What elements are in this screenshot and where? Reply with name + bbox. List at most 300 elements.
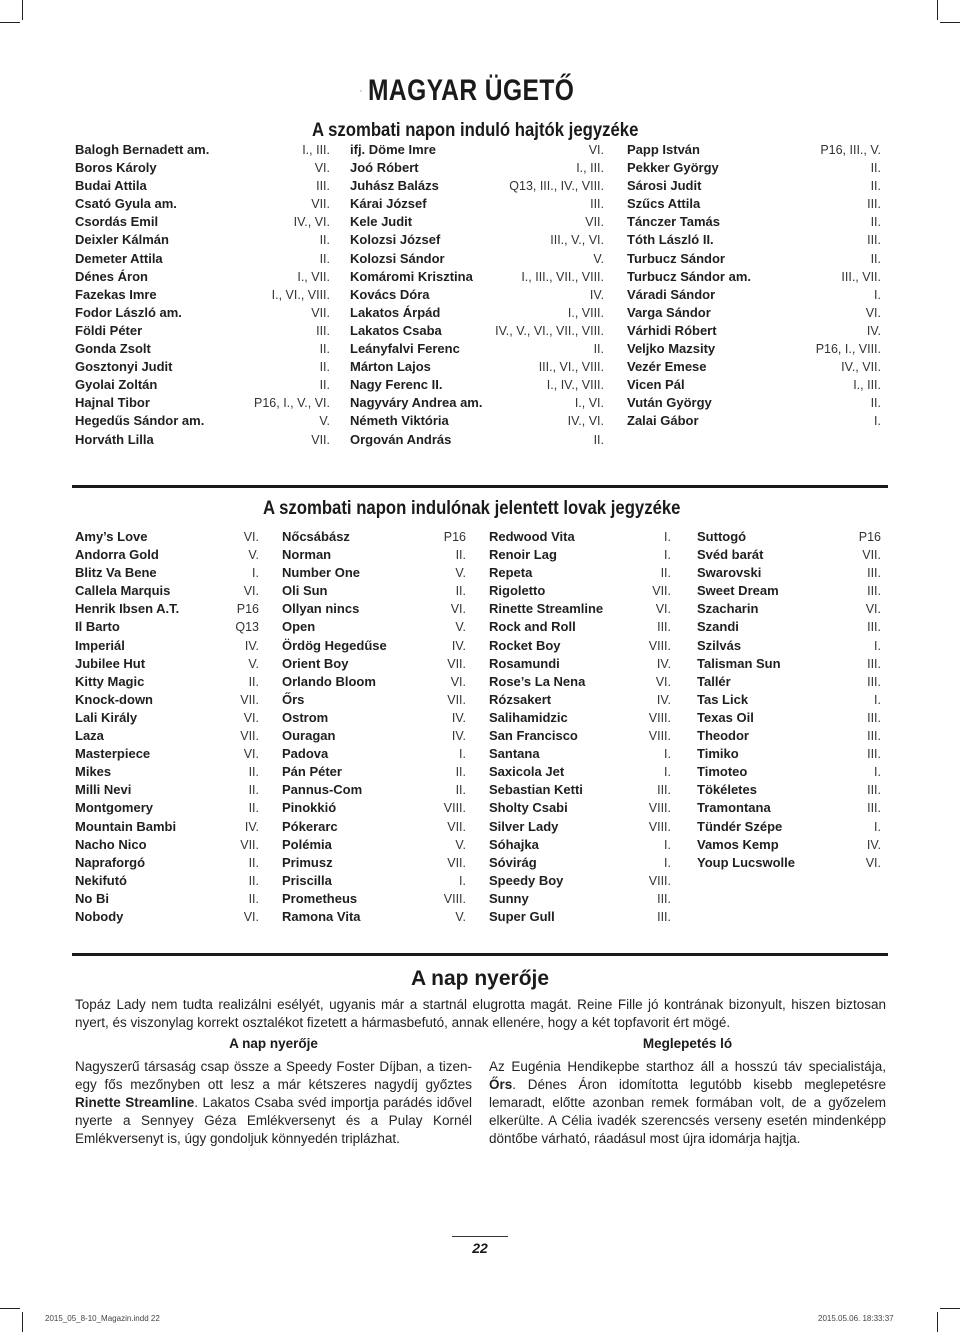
- entry-name: Saxicola Jet: [489, 764, 565, 780]
- list-item: [489, 854, 671, 872]
- list-item: [350, 195, 604, 213]
- entry-name: Montgomery: [75, 800, 153, 816]
- entry-name: Redwood Vita: [489, 529, 575, 544]
- entry-races: III.: [867, 783, 881, 798]
- entry-name: Youp Lucswolle: [697, 854, 795, 870]
- entry-races: III.: [657, 909, 671, 924]
- entry-name: Suttogó: [697, 529, 747, 544]
- entry-races: V.: [455, 837, 466, 852]
- entry-races: VIII.: [648, 638, 671, 653]
- list-item: [489, 836, 671, 854]
- entry-name: Swarovski: [697, 565, 762, 581]
- entry-races: V.: [593, 251, 604, 266]
- entry-name: Ramona Vita: [282, 908, 361, 924]
- list-item: [75, 709, 259, 727]
- entry-races: I., IV., VIII.: [546, 378, 604, 393]
- list-item: [627, 250, 881, 268]
- list-item: [282, 872, 466, 890]
- crop-mark: [940, 22, 960, 23]
- entry-races: VI.: [865, 602, 881, 617]
- list-item: [697, 528, 881, 546]
- horses-column-1: [75, 528, 259, 926]
- entry-races: II.: [248, 891, 259, 906]
- entry-name: Kitty Magic: [75, 673, 145, 689]
- list-item: [627, 213, 881, 231]
- entry-name: Zalai Gábor: [627, 413, 699, 429]
- entry-name: Lakatos Csaba: [350, 322, 442, 338]
- entry-races: VI.: [655, 602, 671, 617]
- entry-name: Fodor László am.: [75, 304, 182, 320]
- entry-races: III., VI., VIII.: [538, 360, 604, 375]
- entry-races: I.: [664, 548, 671, 563]
- entry-races: I.: [664, 530, 671, 544]
- list-item: [350, 250, 604, 268]
- list-item: [75, 268, 330, 286]
- entry-races: II.: [248, 873, 259, 888]
- entry-races: I., VI., VIII.: [271, 287, 330, 302]
- entry-races: II.: [870, 215, 881, 230]
- list-item: [75, 673, 259, 691]
- entry-races: VII.: [652, 584, 671, 599]
- entry-name: Sunny: [489, 890, 529, 906]
- left-paragraph-text-2: . Lakatos Csaba svéd importja parádés idővel nyerte a Sennyey Géza Emlékversenyt és a Pulay Kornél Emlékversenyt is, úgy gondoljuk könnyedén triplázhat.: [75, 1095, 472, 1146]
- entry-races: III.: [867, 710, 881, 725]
- entry-races: IV.: [451, 729, 466, 744]
- entry-name: San Francisco: [489, 728, 578, 744]
- entry-name: Pannus-Com: [282, 782, 363, 798]
- entry-name: Ollyan nincs: [282, 601, 360, 617]
- list-item: [75, 600, 259, 618]
- horses-column-3: [489, 528, 671, 926]
- crop-mark: [937, 0, 938, 20]
- list-item: [697, 691, 881, 709]
- list-item: [627, 412, 881, 430]
- list-item: [75, 691, 259, 709]
- entry-name: Joó Róbert: [350, 160, 419, 176]
- entry-name: Szilvás: [697, 637, 742, 653]
- entry-name: Number One: [282, 565, 361, 581]
- entry-races: II.: [870, 251, 881, 266]
- entry-name: Tökéletes: [697, 782, 757, 798]
- list-item: [282, 745, 466, 763]
- entry-name: Timoteo: [697, 764, 748, 780]
- crop-mark: [0, 1308, 20, 1309]
- entry-races: IV.: [656, 656, 671, 671]
- entry-races: VI.: [865, 305, 881, 320]
- entry-name: Komáromi Krisztina: [350, 268, 473, 284]
- list-item: [350, 213, 604, 231]
- entry-name: Tóth László II.: [627, 232, 714, 248]
- entry-races: II.: [319, 251, 330, 266]
- list-item: [350, 358, 604, 376]
- entry-name: Gyolai Zoltán: [75, 377, 158, 393]
- entry-name: Rose’s La Nena: [489, 673, 586, 689]
- entry-name: Földi Péter: [75, 322, 143, 338]
- entry-name: Sóhajka: [489, 836, 539, 852]
- entry-name: Kolozsi Sándor: [350, 250, 445, 266]
- entry-name: Pinokkió: [282, 800, 337, 816]
- entry-name: Szűcs Attila: [627, 196, 701, 212]
- entry-races: I., III., VII., VIII.: [521, 269, 604, 284]
- entry-name: Pekker György: [627, 160, 719, 176]
- entry-races: P16: [858, 530, 881, 544]
- entry-name: ifj. Döme Imre: [350, 142, 436, 157]
- entry-name: Norman: [282, 547, 332, 563]
- list-item: [75, 799, 259, 817]
- entry-name: Varga Sándor: [627, 304, 711, 320]
- list-item: [697, 546, 881, 564]
- left-paragraph-bold: Rinette Streamline: [75, 1095, 195, 1110]
- entry-races: V.: [248, 548, 259, 563]
- entry-races: VII.: [447, 656, 466, 671]
- list-item: [697, 564, 881, 582]
- entry-races: I.: [664, 765, 671, 780]
- entry-races: VII.: [862, 548, 881, 563]
- list-item: [75, 141, 330, 159]
- entry-races: II.: [248, 765, 259, 780]
- entry-name: Vamos Kemp: [697, 836, 779, 852]
- footer-timestamp: 2015.05.06. 18:33:37: [818, 1314, 894, 1323]
- entry-races: II.: [319, 378, 330, 393]
- entry-name: Leányfalvi Ferenc: [350, 341, 460, 357]
- entry-name: Dénes Áron: [75, 268, 148, 284]
- list-item: [75, 358, 330, 376]
- entry-name: Jubilee Hut: [75, 655, 146, 671]
- list-item: [282, 727, 466, 745]
- entry-name: Budai Attila: [75, 178, 147, 194]
- entry-name: Polémia: [282, 836, 332, 852]
- entry-name: Sholty Csabi: [489, 800, 568, 816]
- entry-races: IV., VII.: [841, 360, 881, 375]
- entry-races: IV.: [244, 638, 259, 653]
- right-paragraph-text-2: . Dénes Áron idomította legutóbb kisebb meglepetésre lemaradt, előtte azonban remek formában volt, de a győzelem elkerülte. A Célia ivadék szerencsés verseny esetén mindenképp döntőbe várható, ráadásul most újra idomárja hajtja.: [489, 1077, 886, 1146]
- entry-races: III.: [316, 179, 330, 194]
- list-item: [697, 763, 881, 781]
- entry-name: Tramontana: [697, 800, 771, 816]
- entry-races: P16, I., VIII.: [815, 342, 881, 357]
- entry-races: III.: [867, 729, 881, 744]
- list-item: [282, 799, 466, 817]
- entry-races: VII.: [585, 215, 604, 230]
- entry-races: I., VI.: [574, 396, 604, 411]
- entry-races: I.: [664, 837, 671, 852]
- entry-name: Mikes: [75, 764, 112, 780]
- entry-name: Veljko Mazsity: [627, 341, 716, 357]
- list-item: [489, 745, 671, 763]
- entry-name: Rinette Streamline: [489, 601, 604, 617]
- list-item: [282, 836, 466, 854]
- entry-races: III.: [316, 323, 330, 338]
- section-divider: [72, 953, 888, 956]
- list-item: [489, 818, 671, 836]
- section-divider: [72, 485, 888, 488]
- entry-races: V.: [455, 909, 466, 924]
- list-item: [75, 908, 259, 926]
- list-item: [350, 286, 604, 304]
- list-item: [350, 304, 604, 322]
- entry-races: III.: [867, 620, 881, 635]
- entry-name: Sebastian Ketti: [489, 782, 583, 798]
- list-item: [75, 195, 330, 213]
- entry-name: Márton Lajos: [350, 359, 431, 375]
- list-item: [627, 358, 881, 376]
- entry-name: Boros Károly: [75, 160, 157, 176]
- entry-name: Gonda Zsolt: [75, 341, 151, 357]
- trotting-horse-icon: [360, 76, 362, 106]
- entry-races: I.: [874, 638, 881, 653]
- entry-name: Gosztonyi Judit: [75, 359, 173, 375]
- entry-races: VI.: [243, 710, 259, 725]
- entry-races: II.: [248, 801, 259, 816]
- list-item: [282, 673, 466, 691]
- entry-name: Szandi: [697, 619, 739, 635]
- list-item: [282, 854, 466, 872]
- list-item: [489, 528, 671, 546]
- list-item: [697, 799, 881, 817]
- entry-races: VIII.: [648, 729, 671, 744]
- list-item: [350, 231, 604, 249]
- horses-column-4: [697, 528, 881, 872]
- entry-name: Amy’s Love: [75, 529, 148, 544]
- list-item: [350, 141, 604, 159]
- entry-name: Kolozsi József: [350, 232, 441, 248]
- list-item: [350, 340, 604, 358]
- entry-races: IV.: [866, 323, 881, 338]
- list-item: [75, 286, 330, 304]
- entry-name: Renoir Lag: [489, 547, 557, 563]
- entry-name: Tas Lick: [697, 691, 749, 707]
- entry-name: Orient Boy: [282, 655, 349, 671]
- entry-name: Nacho Nico: [75, 836, 147, 852]
- entry-name: Masterpiece: [75, 746, 151, 762]
- list-item: [627, 177, 881, 195]
- entry-races: II.: [455, 783, 466, 798]
- entry-name: Fazekas Imre: [75, 286, 157, 302]
- list-item: [75, 582, 259, 600]
- entry-races: III., VII.: [841, 269, 881, 284]
- entry-races: III.: [867, 584, 881, 599]
- list-item: [282, 546, 466, 564]
- list-item: [75, 618, 259, 636]
- list-item: [75, 376, 330, 394]
- entry-name: Kovács Dóra: [350, 286, 430, 302]
- list-item: [75, 745, 259, 763]
- list-item: [489, 799, 671, 817]
- list-item: [350, 376, 604, 394]
- list-item: [350, 268, 604, 286]
- list-item: [350, 177, 604, 195]
- entry-races: VI.: [450, 674, 466, 689]
- entry-name: Tündér Szépe: [697, 818, 783, 834]
- list-item: [75, 394, 330, 412]
- entry-name: Henrik Ibsen A.T.: [75, 601, 180, 617]
- list-item: [489, 763, 671, 781]
- entry-races: VII.: [240, 692, 259, 707]
- list-item: [350, 431, 604, 449]
- entry-races: Q13, III., IV., VIII.: [509, 179, 604, 194]
- list-item: [489, 618, 671, 636]
- list-item: [75, 412, 330, 430]
- entry-name: Milli Nevi: [75, 782, 132, 798]
- list-item: [489, 600, 671, 618]
- entry-name: Mountain Bambi: [75, 818, 177, 834]
- entry-races: VII.: [311, 305, 330, 320]
- entry-races: IV.: [244, 819, 259, 834]
- list-item: [75, 836, 259, 854]
- entry-races: VII.: [240, 837, 259, 852]
- entry-name: Andorra Gold: [75, 547, 159, 563]
- entry-races: Q13: [235, 620, 259, 635]
- entry-races: VIII.: [648, 819, 671, 834]
- entry-races: II.: [319, 342, 330, 357]
- list-item: [75, 637, 259, 655]
- entry-name: Texas Oil: [697, 709, 754, 725]
- entry-races: I.: [459, 747, 466, 762]
- entry-races: II.: [455, 548, 466, 563]
- entry-races: I.: [874, 287, 881, 302]
- list-item: [282, 890, 466, 908]
- entry-name: Ouragan: [282, 728, 336, 744]
- entry-name: Timiko: [697, 746, 739, 762]
- entry-name: Horváth Lilla: [75, 431, 154, 447]
- list-item: [489, 673, 671, 691]
- crop-mark: [22, 0, 23, 20]
- entry-races: VI.: [450, 602, 466, 617]
- list-item: [75, 655, 259, 673]
- list-item: [282, 818, 466, 836]
- entry-races: VI.: [243, 747, 259, 762]
- entry-name: Szacharin: [697, 601, 759, 617]
- entry-races: III.: [590, 197, 604, 212]
- list-item: [627, 394, 881, 412]
- entry-name: Hajnal Tibor: [75, 395, 150, 411]
- entry-name: Ördög Hegedűse: [282, 637, 387, 653]
- list-item: [697, 673, 881, 691]
- entry-name: Vután György: [627, 395, 712, 411]
- entry-name: Várhidi Róbert: [627, 322, 717, 338]
- entry-name: Santana: [489, 746, 540, 762]
- entry-races: I., III.: [302, 143, 330, 157]
- entry-name: Hegedűs Sándor am.: [75, 413, 205, 429]
- list-item: [489, 872, 671, 890]
- crop-mark: [0, 22, 20, 23]
- entry-name: Rózsakert: [489, 691, 552, 707]
- entry-races: III.: [867, 674, 881, 689]
- entry-races: III.: [867, 656, 881, 671]
- list-item: [489, 546, 671, 564]
- entry-name: Rigoletto: [489, 583, 546, 599]
- entry-name: Nagy Ferenc II.: [350, 377, 443, 393]
- entry-races: I.: [874, 765, 881, 780]
- entry-races: III.: [657, 783, 671, 798]
- entry-races: III.: [867, 197, 881, 212]
- list-item: [697, 709, 881, 727]
- entry-races: P16: [443, 530, 466, 544]
- entry-name: Vicen Pál: [627, 377, 685, 393]
- list-item: [697, 600, 881, 618]
- entry-races: IV., VI.: [293, 215, 330, 230]
- entry-races: II.: [319, 233, 330, 248]
- entry-races: VII.: [240, 729, 259, 744]
- list-item: [697, 618, 881, 636]
- entry-races: III.: [867, 747, 881, 762]
- list-item: [75, 231, 330, 249]
- entry-races: IV.: [589, 287, 604, 302]
- entry-races: III.: [657, 891, 671, 906]
- entry-name: Sweet Dream: [697, 583, 779, 599]
- entry-name: Orlando Bloom: [282, 673, 376, 689]
- entry-races: IV.: [451, 638, 466, 653]
- list-item: [75, 890, 259, 908]
- logo-text: MAGYAR ÜGETŐ: [368, 74, 575, 107]
- entry-name: Callela Marquis: [75, 583, 171, 599]
- entry-races: I.: [252, 566, 259, 581]
- right-paragraph-text-1: Az Eugénia Hendikepbe starthoz áll a hosszú táv specialistája,: [489, 1059, 886, 1074]
- list-item: [282, 637, 466, 655]
- entry-races: II.: [455, 765, 466, 780]
- entry-name: Nobody: [75, 908, 124, 924]
- drivers-title: A szombati napon induló hajtók jegyzéke: [312, 120, 639, 141]
- list-item: [627, 376, 881, 394]
- list-item: [697, 854, 881, 872]
- list-item: [75, 528, 259, 546]
- list-item: [282, 908, 466, 926]
- horses-title: A szombati napon indulónak jelentett lovak jegyzéke: [263, 498, 681, 519]
- entry-races: P16, I., V., VI.: [254, 396, 330, 411]
- entry-name: Kele Judit: [350, 214, 413, 230]
- list-item: [350, 412, 604, 430]
- list-item: [489, 709, 671, 727]
- list-item: [75, 854, 259, 872]
- list-item: [75, 340, 330, 358]
- list-item: [75, 250, 330, 268]
- entry-races: II.: [870, 396, 881, 411]
- entry-races: VIII.: [443, 801, 466, 816]
- entry-name: Silver Lady: [489, 818, 559, 834]
- list-item: [75, 763, 259, 781]
- list-item: [282, 528, 466, 546]
- entry-races: VII.: [447, 855, 466, 870]
- entry-races: IV.: [451, 710, 466, 725]
- entry-name: Csordás Emil: [75, 214, 159, 230]
- entry-races: I.: [874, 692, 881, 707]
- list-item: [697, 745, 881, 763]
- entry-races: P16: [236, 602, 259, 617]
- entry-races: III.: [657, 620, 671, 635]
- entry-races: VIII.: [648, 801, 671, 816]
- drivers-column-3: [627, 141, 881, 431]
- entry-name: Prometheus: [282, 890, 358, 906]
- entry-name: Talisman Sun: [697, 655, 781, 671]
- entry-name: Tánczer Tamás: [627, 214, 720, 230]
- nap-intro: Topáz Lady nem tudta realizálni esélyét, ugyanis már a startnál elugrotta magát. Reine Fille jó kontrának bizonyult, hiszen biztosan nyert, és viszonylag korrekt osztalékot fizetett a hármasbefutó, annak ellenére, hogy a két topfavorit ért mögé.: [75, 997, 886, 1030]
- entry-name: Rosamundi: [489, 655, 560, 671]
- entry-name: Németh Viktória: [350, 413, 449, 429]
- list-item: [489, 691, 671, 709]
- entry-races: III.: [867, 233, 881, 248]
- entry-races: IV.: [866, 837, 881, 852]
- entry-races: VII.: [447, 692, 466, 707]
- right-paragraph: [489, 1058, 886, 1148]
- list-item: [75, 177, 330, 195]
- entry-races: VIII.: [648, 710, 671, 725]
- entry-name: Sóvirág: [489, 854, 537, 870]
- list-item: [627, 286, 881, 304]
- horses-column-2: [282, 528, 466, 926]
- list-item: [282, 582, 466, 600]
- entry-name: Nőcsábász: [282, 529, 350, 544]
- entry-name: Balogh Bernadett am.: [75, 142, 210, 157]
